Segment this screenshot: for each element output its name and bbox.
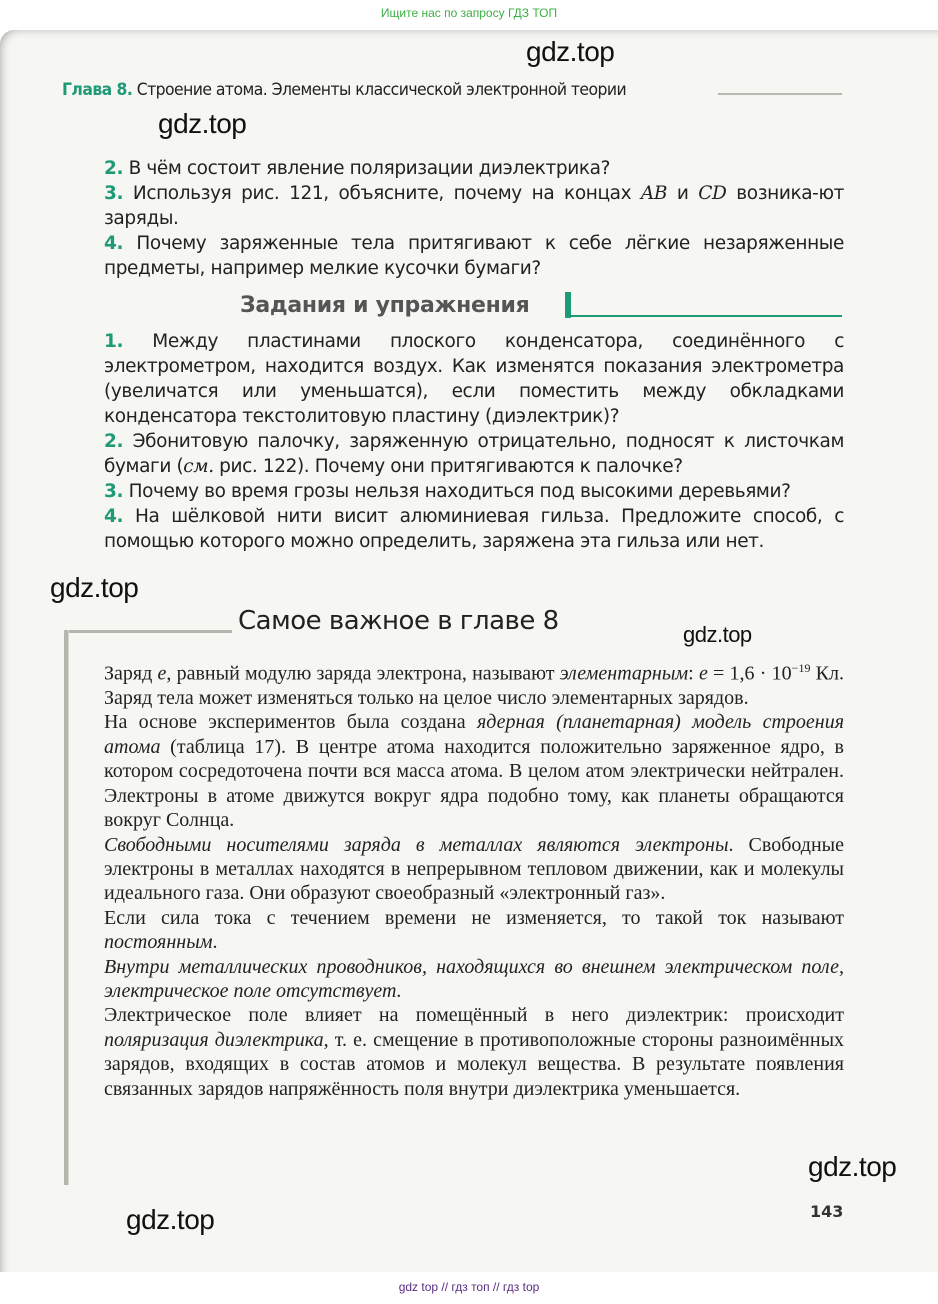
chapter-header	[62, 80, 626, 100]
bottom-banner[interactable]: gdz top // гдз топ // гдз top	[398, 1280, 540, 1294]
summary-frame-left	[64, 630, 69, 1185]
watermark: gdz.top	[808, 1151, 897, 1182]
math-cd: CD	[698, 183, 727, 204]
question-item: 4. Почему заряженные тела притягивают к себе лёгкие незаряженные предметы, например мелкие кусочки бумаги?	[104, 233, 844, 279]
watermark: gdz.top	[126, 1204, 215, 1235]
page-number: 143	[810, 1202, 844, 1221]
summary-frame-top	[64, 630, 232, 633]
section-title-exercises: Задания и упражнения	[240, 293, 530, 318]
math-ab: AB	[640, 183, 668, 204]
exercise-list	[104, 329, 844, 554]
exercise-item: 2. Эбонитовую палочку, заряженную отрицательно, подносят к листочкам бумаги (см. рис. 122). Почему они притягиваются к палочке?	[104, 431, 844, 477]
watermark: gdz.top	[526, 36, 615, 67]
summary-title: Самое важное в главе 8	[238, 606, 559, 636]
watermark: gdz.top	[158, 108, 247, 139]
summary-paragraph: Свободными носителями заряда в металлах являются электроны. Свободные электроны в металлах находятся в непрерывном тепловом движении, как и молекулы идеального газа. Они образуют своеобразный «электронный газ».	[104, 833, 844, 905]
question-item: 3. Используя рис. 121, объясните, почему на концах AB и CD возника-ют заряды.	[104, 183, 845, 229]
review-questions	[104, 156, 844, 281]
summary-paragraph: Если сила тока с течением времени не изменяется, то такой ток называют постоянным.	[104, 906, 844, 954]
summary-paragraph: Электрическое поле влияет на помещённый в него диэлектрик: происходит поляризация диэлектрика, т. е. смещение в противоположные стороны разноимённых зарядов, входящих в состав атомов и молекул вещества. В результате появления связанных зарядов напряжённость поля внутри диэлектрика уменьшается.	[104, 1004, 845, 1100]
chapter-header-rule	[718, 93, 842, 95]
watermark: gdz.top	[683, 622, 752, 647]
section-accent-rule	[565, 315, 842, 317]
summary-paragraph: Заряд e, равный модулю заряда электрона, называют элементарным: $e = 1,6 \cdot 10^{-19}$ Кл. Заряд тела может изменяться только на целое число элементарных зарядов.	[104, 661, 844, 710]
exercise-item: 3. Почему во время грозы нельзя находиться под высокими деревьями?	[104, 481, 791, 502]
watermark: gdz.top	[50, 572, 139, 603]
chapter-number: Глава 8.	[62, 80, 133, 100]
summary-paragraph: Внутри металлических проводников, находящихся во внешнем электрическом поле, электрическое поле отсутствует.	[104, 955, 844, 1002]
exercise-item: 4. На шёлковой нити висит алюминиевая гильза. Предложите способ, с помощью которого можно определить, заряжена эта гильза или нет.	[104, 506, 845, 552]
summary-body	[104, 656, 844, 1101]
exercise-item: 1. Между пластинами плоского конденсатора, соединённого с электрометром, находится воздух. Как изменятся показания электрометра (увеличатся или уменьшатся), если поместить между обкладками конденсатора текстолитовую пластину (диэлектрик)?	[104, 331, 845, 427]
chapter-title: Строение атома. Элементы классической электронной теории	[136, 80, 627, 100]
top-banner[interactable]: Ищите нас по запросу ГДЗ ТОП	[380, 6, 558, 20]
question-item: 2. В чём состоит явление поляризации диэлектрика?	[104, 158, 611, 179]
summary-paragraph: На основе экспериментов была создана ядерная (планетарная) модель строения атома (таблица 17). В центре атома находится положительно заряженное ядро, в котором сосредоточена почти вся масса атома. В целом атом электрически нейтрален. Электроны в атоме движутся вокруг ядра подобно тому, как планеты обращаются вокруг Солнца.	[104, 711, 844, 832]
